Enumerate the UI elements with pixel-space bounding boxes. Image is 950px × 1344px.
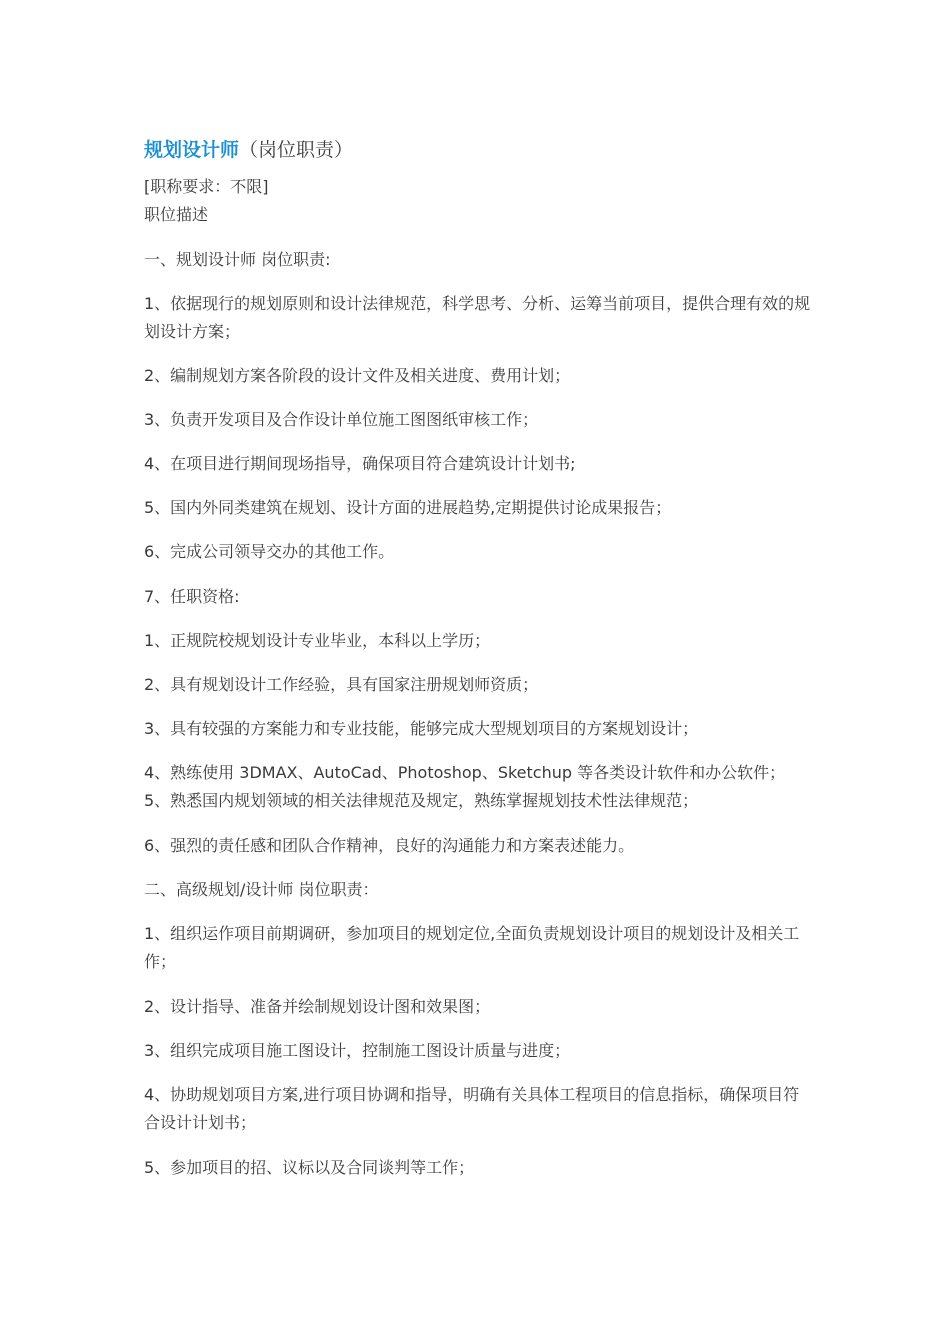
section2-item: 4、协助规划项目方案,进行项目协调和指导，明确有关具体工程项目的信息指标，确保项目符合设计计划书；	[144, 1085, 800, 1132]
section1-item: 2、编制规划方案各阶段的设计文件及相关进度、费用计划；	[144, 366, 571, 385]
section1-item: 3、负责开发项目及合作设计单位施工图图纸审核工作；	[144, 410, 539, 429]
qualification-item: 3、具有较强的方案能力和专业技能，能够完成大型规划项目的方案规划设计；	[144, 719, 699, 738]
section2-item: 3、组织完成项目施工图设计，控制施工图设计质量与进度；	[144, 1041, 571, 1060]
qualification-item: 6、强烈的责任感和团队合作精神，良好的沟通能力和方案表述能力。	[144, 836, 635, 855]
section1-heading: 一、规划设计师 岗位职责:	[144, 250, 331, 269]
section2-heading: 二、高级规划/设计师 岗位职责：	[144, 880, 379, 899]
qualification-item: 2、具有规划设计工作经验，具有国家注册规划师资质；	[144, 675, 539, 694]
section1-item: 4、在项目进行期间现场指导，确保项目符合建筑设计计划书;	[144, 454, 576, 473]
section1-item: 1、依据现行的规划原则和设计法律规范，科学思考、分析、运筹当前项目，提供合理有效的规划设计方案；	[144, 294, 811, 341]
section2-item: 5、参加项目的招、议标以及合同谈判等工作；	[144, 1158, 475, 1177]
title-main: 规划设计师	[144, 139, 240, 161]
qualification-item: 4、熟练使用 3DMAX、AutoCad、Photoshop、Sketchup 等各类设计软件和办公软件；	[144, 763, 786, 782]
description-label: 职位描述	[144, 205, 209, 224]
section1-item: 5、国内外同类建筑在规划、设计方面的进展趋势,定期提供讨论成果报告；	[144, 498, 672, 517]
title-sub: （岗位职责）	[239, 139, 354, 161]
qualification-item: 5、熟悉国内规划领域的相关法律规范及规定，熟练掌握规划技术性法律规范；	[144, 791, 699, 810]
section2-item: 1、组织运作项目前期调研，参加项目的规划定位,全面负责规划设计项目的规划设计及相关工作；	[144, 924, 800, 971]
qualification-heading: 7、任职资格:	[144, 587, 240, 606]
qualification-item: 1、正规院校规划设计专业毕业，本科以上学历；	[144, 631, 491, 650]
section2-item: 2、设计指导、准备并绘制规划设计图和效果图；	[144, 997, 491, 1016]
requirement-text: [职称要求：不限]	[144, 177, 269, 196]
section1-item: 6、完成公司领导交办的其他工作。	[144, 542, 395, 561]
page-title	[144, 136, 814, 164]
